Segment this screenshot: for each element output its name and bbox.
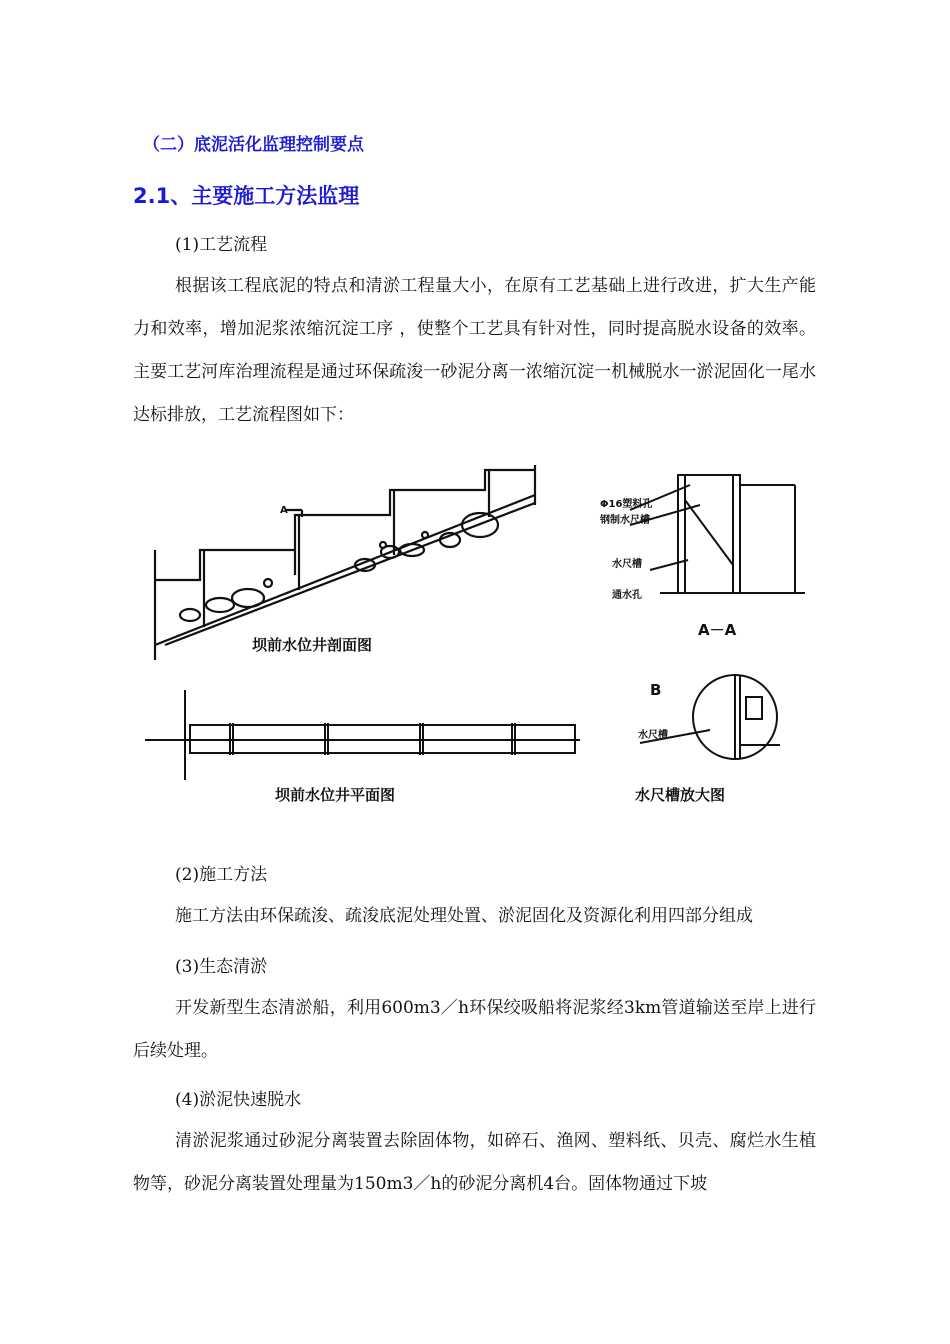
section-a-marker: A <box>280 505 288 516</box>
subsection-heading: 2.1、主要施工方法监理 <box>133 184 360 208</box>
item-title-dewater: (4)淤泥快速脱水 <box>175 1090 302 1110</box>
item-title-method: (2)施工方法 <box>175 865 268 885</box>
item-title-process: (1)工艺流程 <box>175 235 268 255</box>
label-pipe: Φ16塑料孔 <box>600 499 653 510</box>
process-figure <box>140 455 820 825</box>
aa-drawing <box>630 475 805 593</box>
paragraph-dewater: 清淤泥浆通过砂泥分离装置去除固体物，如碎石、渔网、塑料纸、贝壳、腐烂水生植物等，砂泥分离装置处理量为150m3／h的砂泥分离机4台。固体物通过下坡 <box>133 1131 816 1194</box>
caption-plan: 坝前水位井平面图 <box>275 786 396 804</box>
paragraph-method: 施工方法由环保疏浚、疏浚底泥处理处置、淤泥固化及资源化利用四部分组成 <box>175 906 753 926</box>
label-gauge: 水尺槽 <box>612 559 642 570</box>
label-steel: 钢制水尺槽 <box>600 515 650 526</box>
figure-drawing <box>140 455 820 825</box>
label-gauge2: 水尺槽 <box>638 730 668 741</box>
plan-drawing <box>145 690 580 780</box>
section-drawing <box>155 465 535 660</box>
caption-section: 坝前水位井剖面图 <box>252 636 373 654</box>
paragraph-ecology: 开发新型生态清淤船，利用600m3／h环保绞吸船将泥浆经3km管道输送至岸上进行后续处理。 <box>133 998 816 1061</box>
section-heading: （二）底泥活化监理控制要点 <box>143 135 364 155</box>
caption-aa: A－A <box>698 621 737 639</box>
label-b: B <box>650 681 662 699</box>
item-title-ecology: (3)生态清淤 <box>175 957 268 977</box>
paragraph-process: 根据该工程底泥的特点和清淤工程量大小，在原有工艺基础上进行改进，扩大生产能力和效率，增加泥浆浓缩沉淀工序 ，使整个工艺具有针对性，同时提高脱水设备的效率。主要工艺河库治理流程是通过环保疏浚一砂泥分离一浓缩沉淀一机械脱水一淤泥固化一尾水达标排放，工艺流程图如下： <box>133 276 816 425</box>
caption-detail: 水尺槽放大图 <box>635 786 726 804</box>
label-drain: 通水孔 <box>612 590 642 601</box>
